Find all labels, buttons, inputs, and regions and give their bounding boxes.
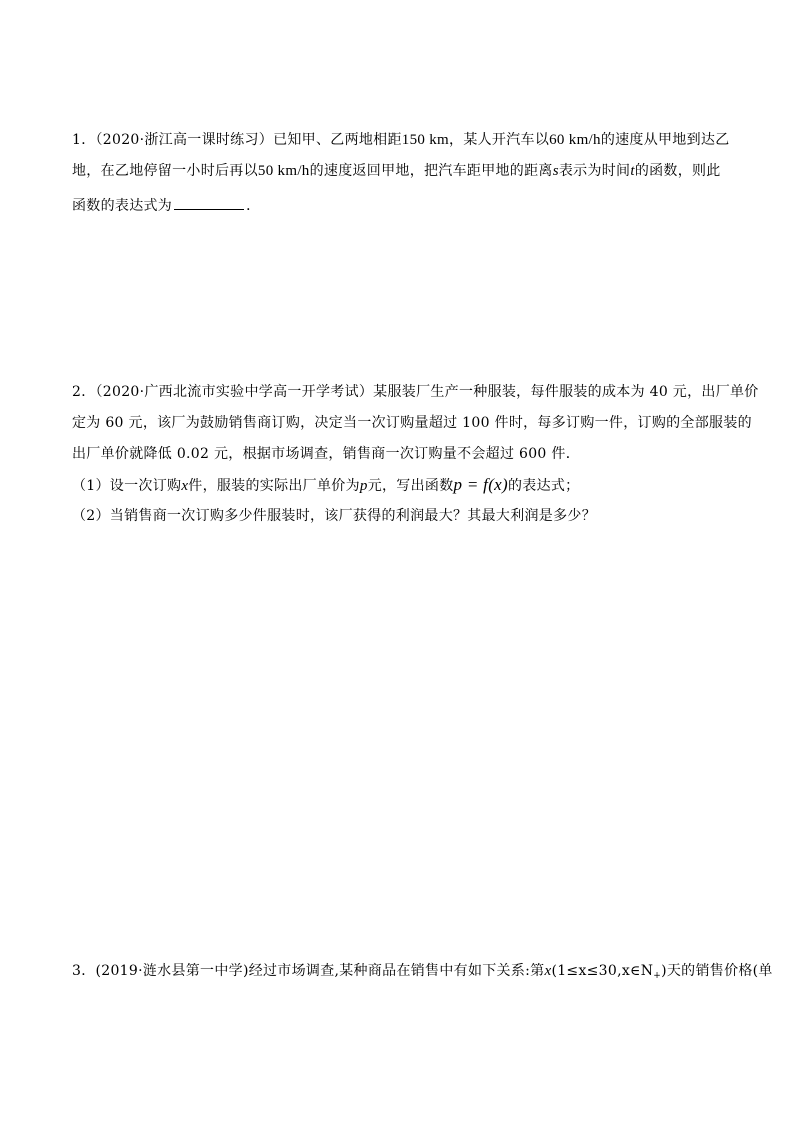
question-2-line-3: 出厂单价就降低 0.02 元，根据市场调查，销售商一次订购量不会超过 600 件．	[72, 446, 580, 462]
question-1-line-2: 地，在乙地停留一小时后再以50 km/h的速度返回甲地，把汽车距甲地的距离s表示为时间t的函数，则此	[72, 163, 721, 179]
question-3-line-1: 3．(2019·涟水县第一中学)经过市场调查,某种商品在销售中有如下关系:第$x(1\le x\le 30,x\in N_+)$天的销售价格(单	[72, 963, 773, 981]
question-2-sub-2: （2）当销售商一次订购多少件服装时，该厂获得的利润最大？其最大利润是多少？	[72, 508, 597, 524]
question-1-line-1: 1．（2020·浙江高一课时练习）已知甲、乙两地相距150 km，某人开汽车以60 km/h的速度从甲地到达乙	[72, 132, 730, 148]
question-1-line-3: 函数的表达式为 ．	[72, 195, 722, 215]
answer-blank[interactable]	[174, 195, 244, 210]
question-2-line-1: 2．（2020·广西北流市实验中学高一开学考试）某服装厂生产一种服装，每件服装的成本为 40 元，出厂单价	[72, 384, 759, 400]
question-2-line-2: 定为 60 元，该厂为鼓励销售商订购，决定当一次订购量超过 100 件时，每多订购一件，订购的全部服装的	[72, 415, 752, 431]
question-2-sub-1: （1）设一次订购x件，服装的实际出厂单价为p元，写出函数p = f(x)的表达式；	[72, 475, 580, 494]
